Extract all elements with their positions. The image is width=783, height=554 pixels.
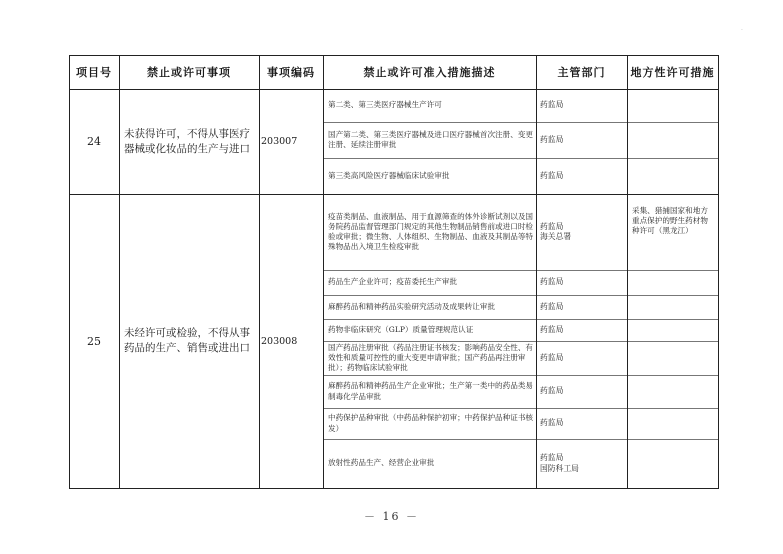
department-name: 药监局 xyxy=(540,301,564,311)
measure-department xyxy=(536,439,627,488)
measure-department xyxy=(536,194,627,270)
measure-department xyxy=(536,122,627,158)
measure-department xyxy=(536,408,627,439)
measure-department xyxy=(536,319,627,341)
row-24-code: 203007 xyxy=(261,136,298,147)
measure-department xyxy=(536,295,627,319)
measure-department xyxy=(536,89,627,122)
row-24-local-measures xyxy=(627,89,718,194)
measure-description: 疫苗类制品、血液制品、用于血源筛查的体外诊断试剂以及国务院药品监督管理部门规定的其他生物制品销售前或进口时检验或审批；微生物、人体组织、生物制品、血液及其制品等特殊物品出入境卫生检疫审批 xyxy=(328,211,534,252)
measure-description: 第三类高风险医疗器械临床试验审批 xyxy=(328,170,450,180)
measure-department xyxy=(536,341,627,375)
row-25-local-measures: 采集、猎捕国家和地方重点保护的野生药材物种许可（黑龙江） xyxy=(632,206,708,236)
measure-description: 放射性药品生产、经营企业审批 xyxy=(328,458,435,468)
department-name: 药监局 xyxy=(540,453,564,462)
measure-department xyxy=(536,158,627,194)
department-name: 国防科工局 xyxy=(540,463,579,473)
measure-department xyxy=(536,375,627,408)
department-name: 药监局 xyxy=(540,386,564,396)
measure-description: 麻醉药品和精神药品实验研究活动及成果转让审批 xyxy=(328,301,496,311)
header-project-no: 项目号 xyxy=(76,66,112,79)
row-24-number: 24 xyxy=(87,135,101,148)
row-24-item: 未获得许可，不得从事医疗器械或化妆品的生产与进口 xyxy=(124,127,250,155)
measure-description: 药物非临床研究（GLP）质量管理规范认证 xyxy=(328,324,474,334)
department-name: 药监局 xyxy=(540,277,564,287)
department-name: 海关总署 xyxy=(540,232,572,241)
department-name: 药监局 xyxy=(540,134,564,144)
department-name: 药监局 xyxy=(540,324,564,334)
measure-description: 药品生产企业许可；疫苗委托生产审批 xyxy=(328,277,458,287)
department-name: 药监局 xyxy=(540,418,564,428)
header-code: 事项编码 xyxy=(267,66,315,79)
department-name: 药监局 xyxy=(540,100,564,110)
col-border xyxy=(718,55,719,489)
row-25-item: 未经许可或检验，不得从事药品的生产、销售或进出口 xyxy=(124,327,250,354)
measure-description: 麻醉药品和精神药品生产企业审批；生产第一类中的药品类易制毒化学品审批 xyxy=(328,381,534,401)
department-name: 药监局 xyxy=(540,170,564,180)
row-25-code: 203008 xyxy=(261,335,298,347)
header-local-measures: 地方性许可措施 xyxy=(630,66,715,79)
table-bottom-border xyxy=(69,488,719,489)
row-25-number: 25 xyxy=(87,334,101,348)
header-item: 禁止或许可事项 xyxy=(147,66,231,79)
header-description: 禁止或许可准入措施描述 xyxy=(363,66,496,79)
measure-description: 第二类、第三类医疗器械生产许可 xyxy=(328,100,442,110)
page-number: － 16 － xyxy=(364,510,419,523)
measure-description: 国产第二类、第三类医疗器械及进口医疗器械首次注册、变更注册、延续注册审批 xyxy=(328,129,534,149)
measure-description: 国产药品注册审批（药品注册证书核发；影响药品安全性、有效性和质量可控性的重大变更申请审批；国产药品再注册审批）；药物临床试验审批 xyxy=(328,342,534,373)
header-department: 主管部门 xyxy=(557,66,606,79)
permit-table xyxy=(69,55,719,489)
department-name: 药监局 xyxy=(540,221,564,231)
measure-department xyxy=(536,270,627,295)
corner-mark: · xyxy=(741,27,743,34)
measure-description: 中药保护品种审批（中药品种保护初审；中药保护品种证书核发） xyxy=(328,413,534,433)
department-name: 药监局 xyxy=(540,352,564,362)
